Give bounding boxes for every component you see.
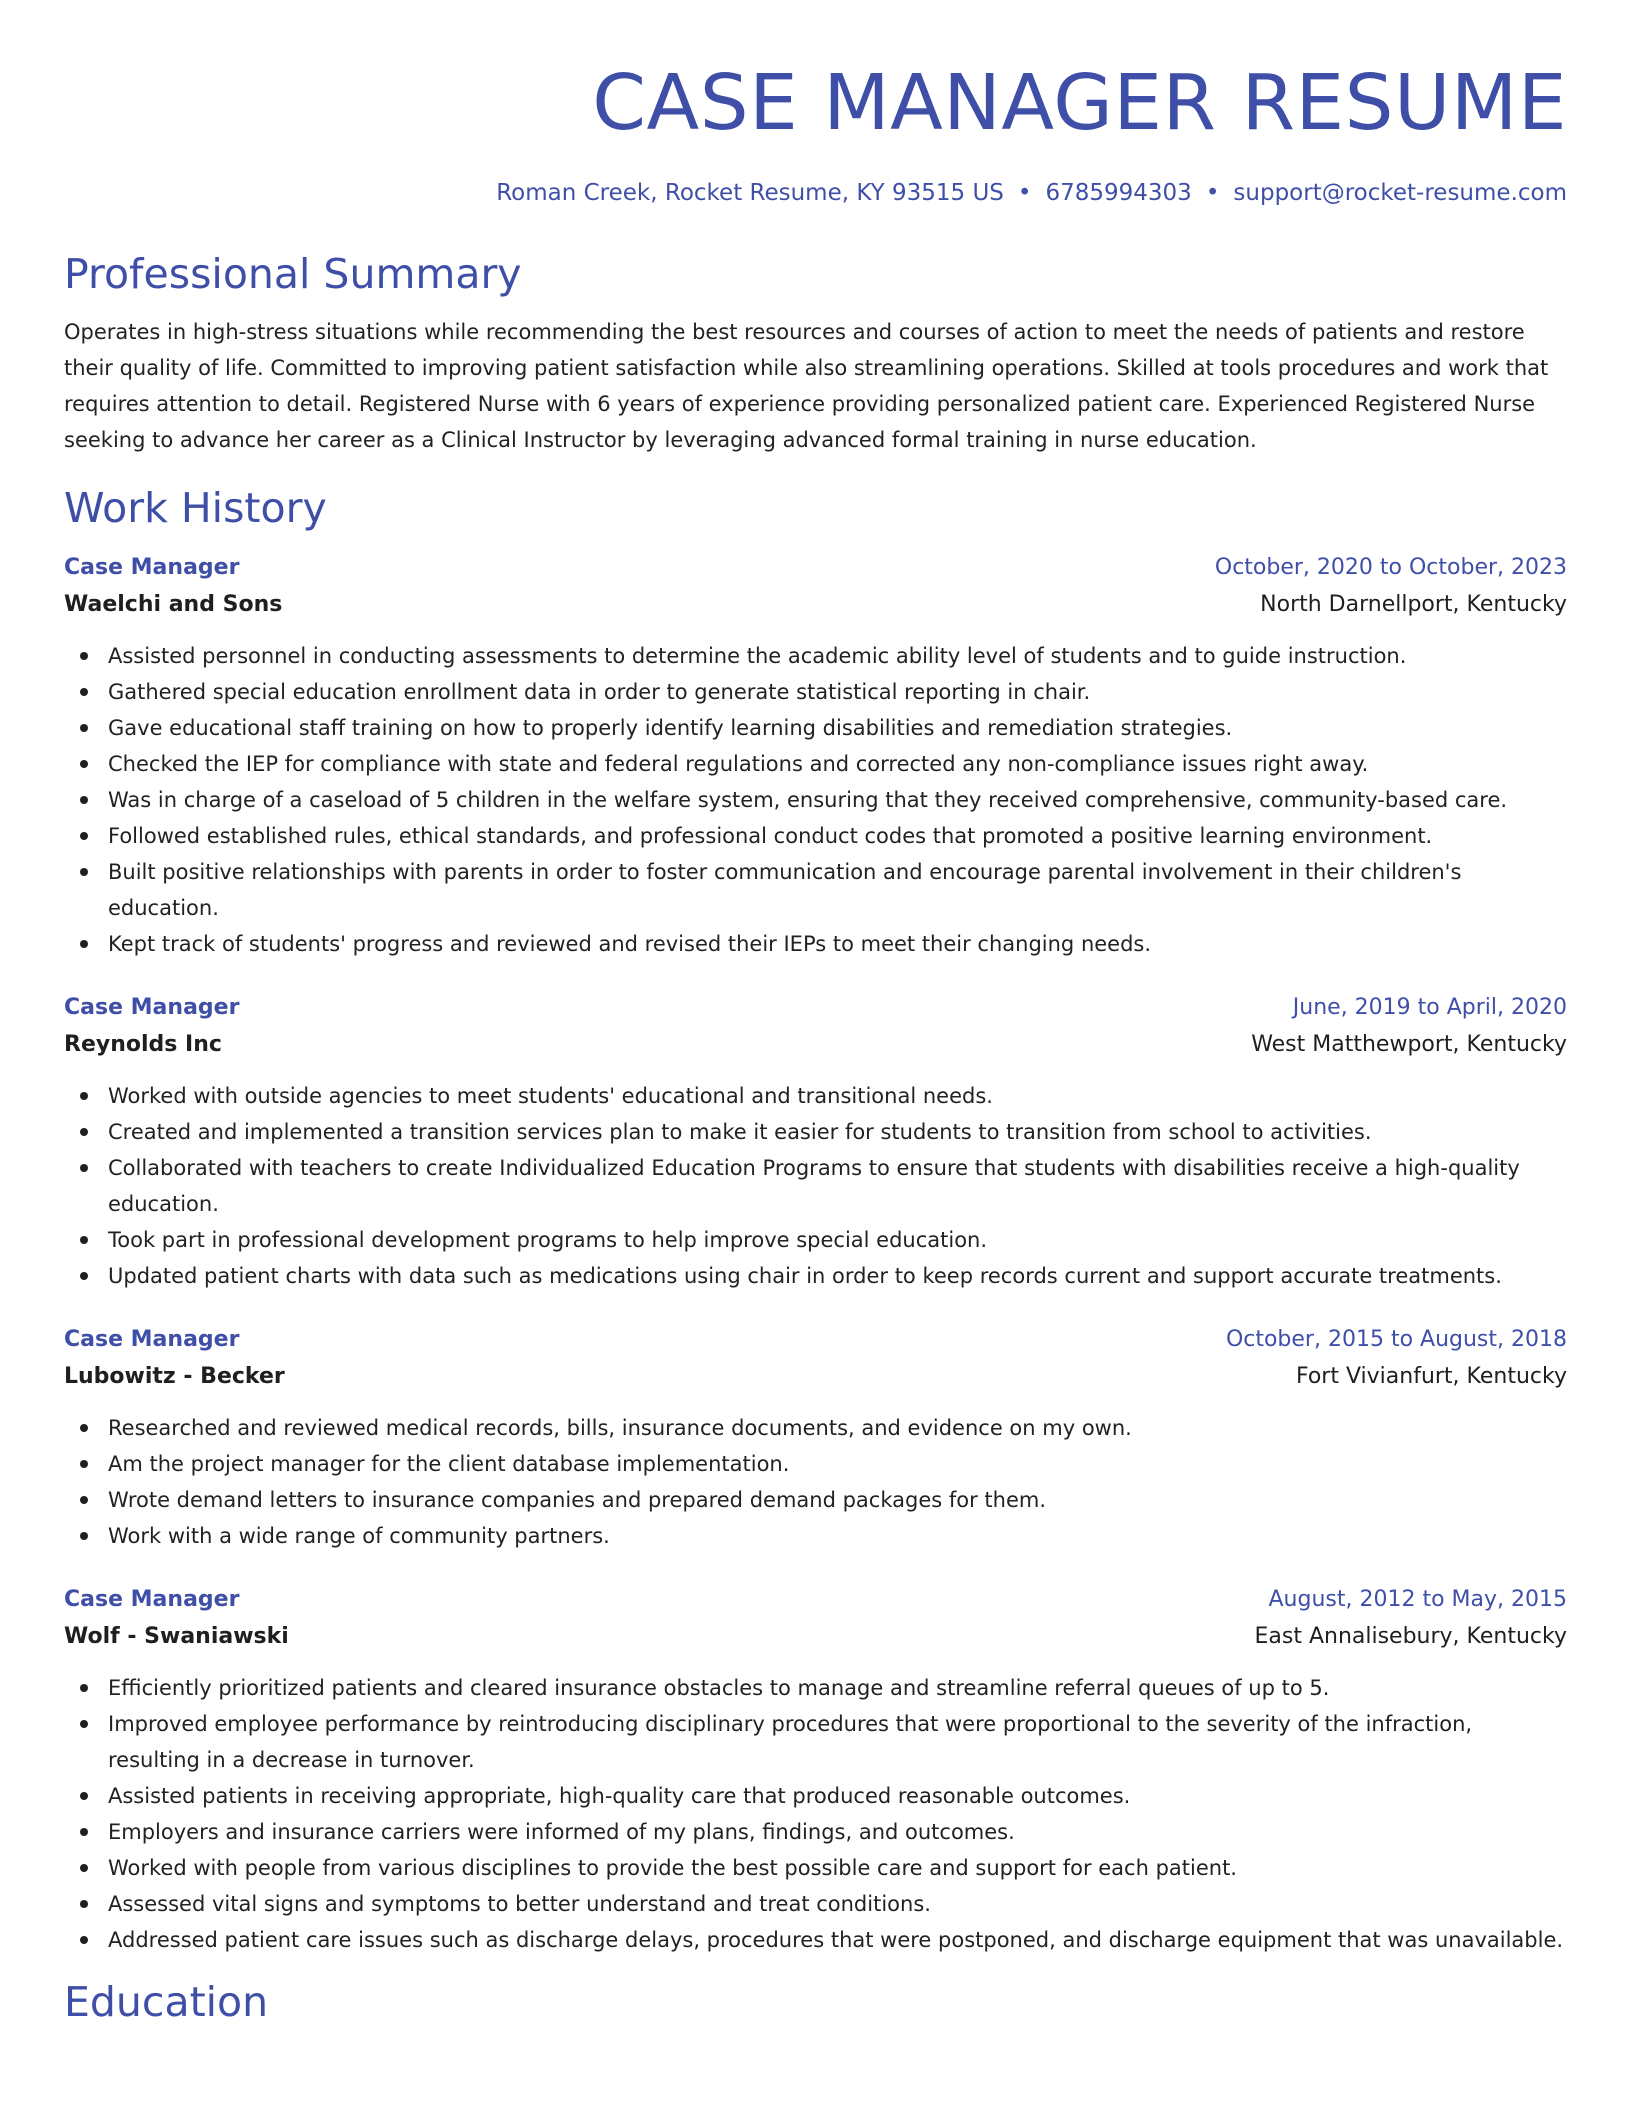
job-location: Fort Vivianfurt, Kentucky [1295, 1364, 1567, 1389]
job-bullet: Assisted personnel in conducting assessments to determine the academic ability level of students and to guide instruction. [64, 638, 1567, 674]
job-company: Reynolds Inc [64, 1032, 222, 1057]
work-history-heading: Work History [64, 484, 327, 532]
contact-email[interactable]: support@rocket-resume.com [1233, 180, 1567, 206]
job-bullet: Gathered special education enrollment data in order to generate statistical reporting in chair. [64, 674, 1567, 710]
job-bullet: Created and implemented a transition services plan to make it easier for students to transition from school to activities. [64, 1114, 1567, 1150]
job-dates: October, 2015 to August, 2018 [1225, 1327, 1567, 1352]
job-bullet: Efficiently prioritized patients and cleared insurance obstacles to manage and streamline referral queues of up to 5. [64, 1670, 1567, 1706]
job-title-row [64, 550, 1567, 586]
job-title: Case Manager [64, 1587, 240, 1612]
job-entry [64, 990, 1567, 1294]
job-bullet: Improved employee performance by reintroducing disciplinary procedures that were proportional to the severity of the infraction, resulting in a decrease in turnover. [64, 1706, 1567, 1778]
job-company: Wolf - Swaniawski [64, 1624, 289, 1649]
job-bullet: Work with a wide range of community partners. [64, 1518, 1567, 1554]
contact-line [64, 178, 1567, 208]
work-history-list [64, 550, 1567, 1958]
job-bullet: Kept track of students' progress and reviewed and revised their IEPs to meet their changing needs. [64, 926, 1567, 962]
job-bullet: Assisted patients in receiving appropriate, high-quality care that produced reasonable outcomes. [64, 1778, 1567, 1814]
contact-separator: • [1017, 180, 1032, 206]
job-bullet: Collaborated with teachers to create Individualized Education Programs to ensure that students with disabilities receive a high-quality education. [64, 1150, 1567, 1222]
job-bullet: Took part in professional development programs to help improve special education. [64, 1222, 1567, 1258]
job-bullet: Addressed patient care issues such as discharge delays, procedures that were postponed, and discharge equipment that was unavailable. [64, 1922, 1567, 1958]
job-bullet: Wrote demand letters to insurance companies and prepared demand packages for them. [64, 1482, 1567, 1518]
job-dates: August, 2012 to May, 2015 [1268, 1587, 1567, 1612]
job-location: West Matthewport, Kentucky [1251, 1032, 1567, 1057]
job-company: Waelchi and Sons [64, 592, 283, 617]
job-bullets [64, 1078, 1567, 1294]
job-bullet: Employers and insurance carriers were informed of my plans, findings, and outcomes. [64, 1814, 1567, 1850]
job-company-row [64, 586, 1567, 624]
job-company-row [64, 1358, 1567, 1396]
job-location: North Darnellport, Kentucky [1260, 592, 1567, 617]
contact-address: Roman Creek, Rocket Resume, KY 93515 US [496, 180, 1004, 206]
job-entry [64, 550, 1567, 962]
resume-title: CASE MANAGER RESUME [592, 59, 1567, 148]
job-company: Lubowitz - Becker [64, 1364, 285, 1389]
job-bullet: Was in charge of a caseload of 5 children in the welfare system, ensuring that they received comprehensive, community-based care. [64, 782, 1567, 818]
job-title: Case Manager [64, 995, 240, 1020]
contact-separator: • [1205, 180, 1220, 206]
job-bullet: Am the project manager for the client database implementation. [64, 1446, 1567, 1482]
summary-text: Operates in high-stress situations while recommending the best resources and courses of action to meet the needs of patients and restore their quality of life. Committed to improving patient satisfaction while also streamlining operations. Skilled at tools procedures and work that requires attention to detail. Registered Nurse with 6 years of experience providing personalized patient care. Experienced Registered Nurse seeking to advance her career as a Clinical Instructor by leveraging advanced formal training in nurse education. [64, 320, 1549, 452]
job-title: Case Manager [64, 555, 240, 580]
job-dates: June, 2019 to April, 2020 [1292, 995, 1567, 1020]
job-bullets [64, 638, 1567, 962]
education-heading: Education [64, 1978, 269, 2026]
job-title-row [64, 1322, 1567, 1358]
job-title-row [64, 990, 1567, 1026]
job-bullet: Worked with people from various disciplines to provide the best possible care and support for each patient. [64, 1850, 1567, 1886]
job-bullet: Checked the IEP for compliance with state and federal regulations and corrected any non-compliance issues right away. [64, 746, 1567, 782]
job-title-row [64, 1582, 1567, 1618]
job-dates: October, 2020 to October, 2023 [1214, 555, 1567, 580]
job-bullet: Built positive relationships with parents in order to foster communication and encourage parental involvement in their children's education. [64, 854, 1567, 926]
resume-page [64, 0, 1567, 2028]
job-bullet: Updated patient charts with data such as medications using chair in order to keep records current and support accurate treatments. [64, 1258, 1567, 1294]
job-location: East Annalisebury, Kentucky [1254, 1624, 1567, 1649]
job-bullet: Gave educational staff training on how to properly identify learning disabilities and remediation strategies. [64, 710, 1567, 746]
job-bullets [64, 1410, 1567, 1554]
job-entry [64, 1582, 1567, 1958]
job-bullet: Researched and reviewed medical records, bills, insurance documents, and evidence on my own. [64, 1410, 1567, 1446]
job-company-row [64, 1026, 1567, 1064]
job-company-row [64, 1618, 1567, 1656]
summary-heading: Professional Summary [64, 250, 522, 298]
job-bullets [64, 1670, 1567, 1958]
job-bullet: Followed established rules, ethical standards, and professional conduct codes that promoted a positive learning environment. [64, 818, 1567, 854]
job-bullet: Worked with outside agencies to meet students' educational and transitional needs. [64, 1078, 1567, 1114]
job-entry [64, 1322, 1567, 1554]
job-bullet: Assessed vital signs and symptoms to better understand and treat conditions. [64, 1886, 1567, 1922]
job-title: Case Manager [64, 1327, 240, 1352]
contact-phone[interactable]: 6785994303 [1045, 180, 1192, 206]
